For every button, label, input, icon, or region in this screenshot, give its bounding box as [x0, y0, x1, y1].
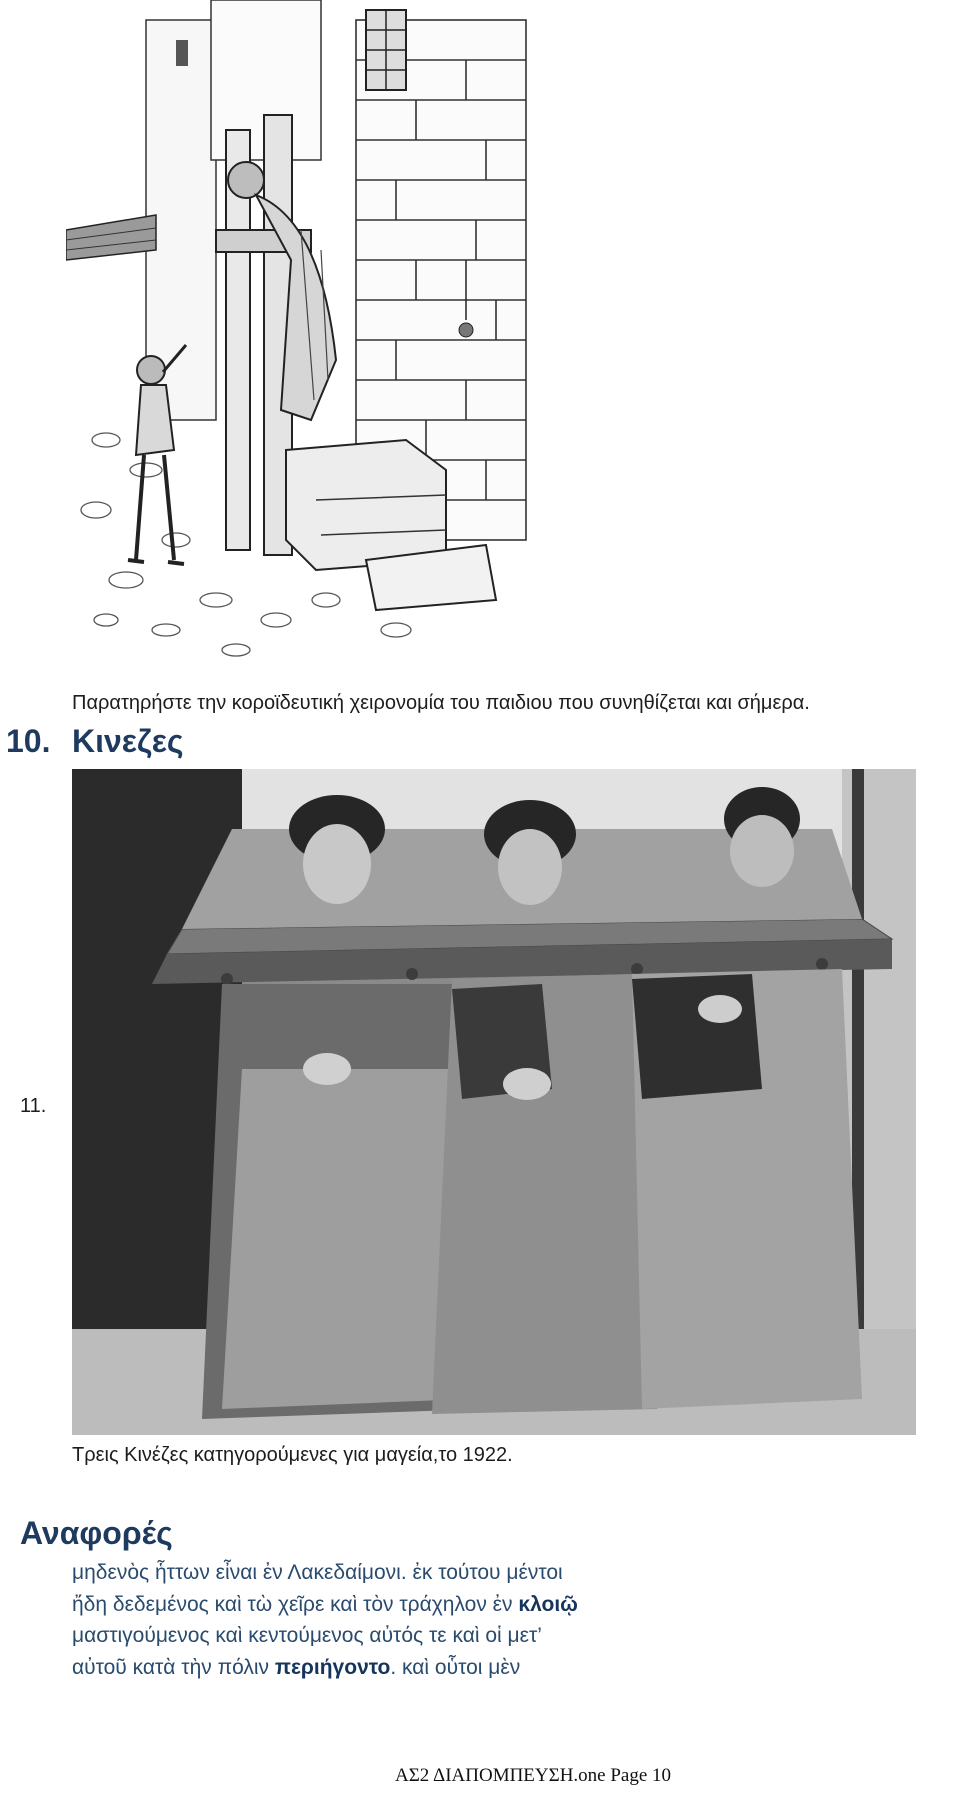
reference-term-periegonto: περιήγοντο: [274, 1656, 391, 1679]
reference-line-4: [72, 1656, 520, 1680]
photo-caption: Τρεις Κινέζες κατηγορούμενες για μαγεία,το 1922.: [72, 1444, 513, 1466]
reference-line-2-text: ἤδη δεδεμένος καὶ τὼ χεῖρε καὶ τὸν τράχηλον ἐν: [72, 1593, 519, 1616]
reference-line-2: [72, 1593, 578, 1617]
section-10-title: Κινεζες: [72, 723, 184, 759]
references-heading: Αναφορές: [20, 1515, 173, 1551]
reference-line-4-text: αὐτοῦ κατὰ τὴν πόλιν: [72, 1656, 275, 1679]
section-11-number: 11.: [20, 1095, 47, 1117]
illustration-caption: Παρατηρήστε την κοροϊδευτική χειρονομία του παιδιου που συνηθίζεται και σήμερα.: [72, 692, 810, 714]
reference-line-4-end: . καὶ οὗτοι μὲν: [390, 1656, 521, 1679]
reference-line-1: μηδενὸς ἧττων εἶναι ἐν Λακεδαίμονι. ἐκ τούτου μέντοι: [72, 1561, 563, 1584]
cangue-photograph: [72, 769, 916, 1435]
pillory-engraving: [66, 0, 536, 680]
section-10-number: 10.: [6, 723, 51, 759]
page-footer: ΑΣ2 ΔΙΑΠΟΜΠΕΥΣΗ.one Page 10: [395, 1765, 672, 1786]
reference-term-kloio: κλοιῷ: [518, 1593, 578, 1616]
reference-line-3: μαστιγούμενος καὶ κεντούμενος αὐτός τε καὶ οἱ μετ’: [72, 1624, 542, 1647]
